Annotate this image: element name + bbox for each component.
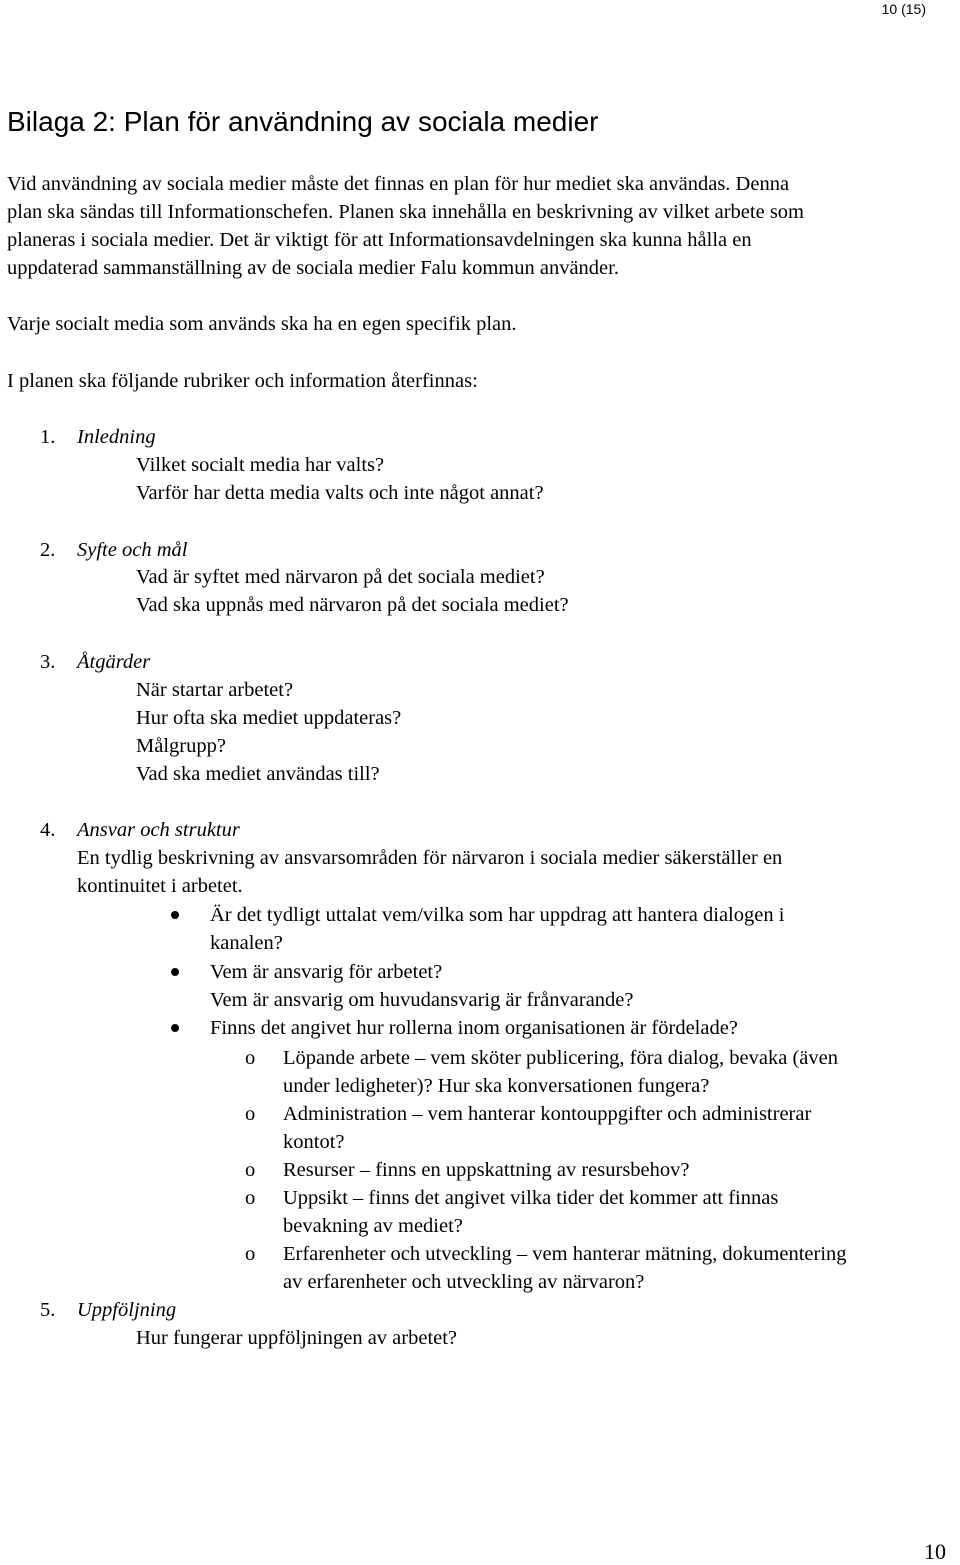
page-title: Bilaga 2: Plan för användning av sociala medier [7,106,599,137]
bullet-dot [171,968,179,976]
section-line: En tydlig beskrivning av ansvarsområden för närvaron i sociala medier säkerställer en [77,847,783,869]
bullet-line: Är det tydligt uttalat vem/vilka som har uppdrag att hantera dialogen i [210,904,785,926]
section-line: Hur fungerar uppföljningen av arbetet? [136,1327,458,1349]
bullet-dot [171,1024,179,1032]
section-line: Vad är syftet med närvaron på det sociala mediet? [136,566,545,588]
section-heading: Inledning [77,426,156,448]
intro-line: planeras i sociala medier. Det är viktigt för att Informationsavdelningen ska kunna hålla en [7,229,752,251]
sub-bullet-line: bevakning av mediet? [283,1215,463,1237]
section-line: Varför har detta media valts och inte något annat? [136,482,544,504]
section-heading: Uppföljning [77,1299,177,1321]
section-line: Vilket socialt media har valts? [136,454,385,476]
sub-bullet-line: Erfarenheter och utveckling – vem hanterar mätning, dokumentering [283,1243,847,1265]
paragraph: Varje socialt media som används ska ha en egen specifik plan. [7,313,517,335]
intro-line: Vid användning av sociala medier måste det finnas en plan för hur mediet ska användas. Denna [7,173,790,195]
section-number: 4. [40,819,56,841]
section-heading: Ansvar och struktur [77,819,240,841]
section-heading: Syfte och mål [77,539,188,561]
bullet-line: Vem är ansvarig för arbetet? [210,961,443,983]
intro-line: uppdaterad sammanställning av de sociala medier Falu kommun använder. [7,257,619,279]
sub-bullet-line: kontot? [283,1131,345,1153]
bullet-line: Finns det angivet hur rollerna inom organisationen är fördelade? [210,1017,738,1039]
sub-bullet-marker: o [245,1187,256,1209]
paragraph: I planen ska följande rubriker och information återfinnas: [7,370,478,392]
sub-bullet-marker: o [245,1047,256,1069]
page-indicator: 10 (15) [881,1,926,17]
bullet-dot [171,911,179,919]
page-number: 10 [924,1539,946,1564]
sub-bullet-line: av erfarenheter och utveckling av närvaron? [283,1271,645,1293]
sub-bullet-line: Resurser – finns en uppskattning av resursbehov? [283,1159,690,1181]
sub-bullet-marker: o [245,1159,256,1181]
section-number: 5. [40,1299,56,1321]
sub-bullet-marker: o [245,1103,256,1125]
sub-bullet-line: Löpande arbete – vem sköter publicering, föra dialog, bevaka (även [283,1047,838,1069]
intro-line: plan ska sändas till Informationschefen. Planen ska innehålla en beskrivning av vilket arbete som [7,201,804,223]
section-line: När startar arbetet? [136,679,294,701]
sub-bullet-line: Administration – vem hanterar kontouppgifter och administrerar [283,1103,812,1125]
section-number: 2. [40,539,56,561]
section-line: Hur ofta ska mediet uppdateras? [136,707,402,729]
sub-bullet-marker: o [245,1243,256,1265]
section-line: Målgrupp? [136,735,226,757]
sub-bullet-line: under ledigheter)? Hur ska konversationen fungera? [283,1075,710,1097]
sub-bullet-line: Uppsikt – finns det angivet vilka tider det kommer att finnas [283,1187,779,1209]
section-number: 1. [40,426,56,448]
section-line: Vad ska mediet användas till? [136,763,380,785]
section-heading: Åtgärder [77,651,151,673]
section-line: Vad ska uppnås med närvaron på det sociala mediet? [136,594,569,616]
section-line: kontinuitet i arbetet. [77,875,243,897]
bullet-line: kanalen? [210,932,283,954]
bullet-line: Vem är ansvarig om huvudansvarig är frånvarande? [210,989,634,1011]
section-number: 3. [40,651,56,673]
